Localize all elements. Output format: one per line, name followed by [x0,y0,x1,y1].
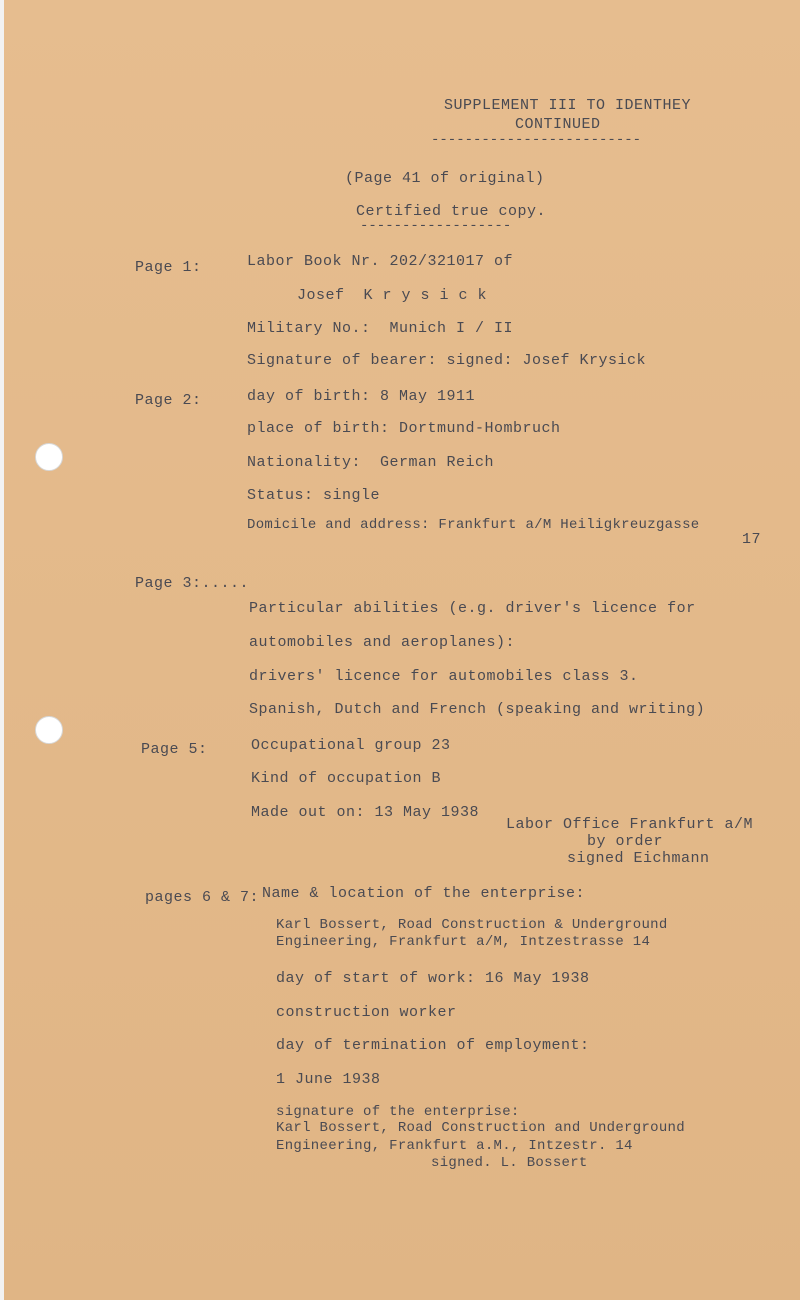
labor-office: Labor Office Frankfurt a/M [506,816,754,833]
signed-eichmann: signed Eichmann [567,850,710,867]
page3-languages: Spanish, Dutch and French (speaking and writing) [249,701,706,718]
page1-signature: Signature of bearer: signed: Josef Krysick [247,352,647,369]
page-reference: (Page 41 of original) [345,170,545,187]
job-title: construction worker [276,1004,457,1021]
page5-group: Occupational group 23 [251,737,451,754]
punch-hole [35,716,63,744]
page3-licence: drivers' licence for automobiles class 3. [249,668,639,685]
header-subtitle: CONTINUED [515,116,601,133]
page2-label: Page 2: [135,392,202,409]
pages67-label: pages 6 & 7: [145,889,260,906]
header-rule: ------------------------- [431,132,642,148]
termination-date: 1 June 1938 [276,1071,381,1088]
page1-labor-book: Labor Book Nr. 202/321017 of [247,253,514,270]
page5-label: Page 5: [141,741,208,758]
page5-kind: Kind of occupation B [251,770,442,787]
enterprise-line2: Engineering, Frankfurt a/M, Intzestrasse 14 [276,934,651,950]
certified-rule: ------------------ [360,218,512,234]
page2-domicile-number: 17 [742,531,762,548]
punch-hole [35,443,63,471]
enterprise-line1: Karl Bossert, Road Construction & Underground [276,917,668,933]
header-title: SUPPLEMENT III TO IDENTHEY [444,97,692,114]
page1-label: Page 1: [135,259,202,276]
signed-bossert: signed. L. Bossert [431,1155,588,1171]
certified-copy: Certified true copy. [356,203,547,220]
signature-address: Engineering, Frankfurt a.M., Intzestr. 14 [276,1138,633,1154]
page5-made-out: Made out on: 13 May 1938 [251,804,480,821]
page3-vehicles: automobiles and aeroplanes): [249,634,516,651]
page3-label: Page 3:..... [135,575,250,592]
page1-military: Military No.: Munich I / II [247,320,514,337]
termination-label: day of termination of employment: [276,1037,590,1054]
by-order: by order [587,833,664,850]
page2-nationality: Nationality: German Reich [247,454,495,471]
page1-name: Josef K r y s i c k [297,287,488,304]
page2-domicile: Domicile and address: Frankfurt a/M Heiligkreuzgasse [247,517,700,533]
start-of-work: day of start of work: 16 May 1938 [276,970,590,987]
page2-birth-day: day of birth: 8 May 1911 [247,388,476,405]
page2-status: Status: single [247,487,381,504]
page2-birth-place: place of birth: Dortmund-Hombruch [247,420,561,437]
pages67-label-text: Name & location of the enterprise: [262,885,586,902]
page3-abilities: Particular abilities (e.g. driver's licence for [249,600,696,617]
signature-enterprise: Karl Bossert, Road Construction and Underground [276,1120,685,1136]
signature-label: signature of the enterprise: [276,1104,520,1120]
